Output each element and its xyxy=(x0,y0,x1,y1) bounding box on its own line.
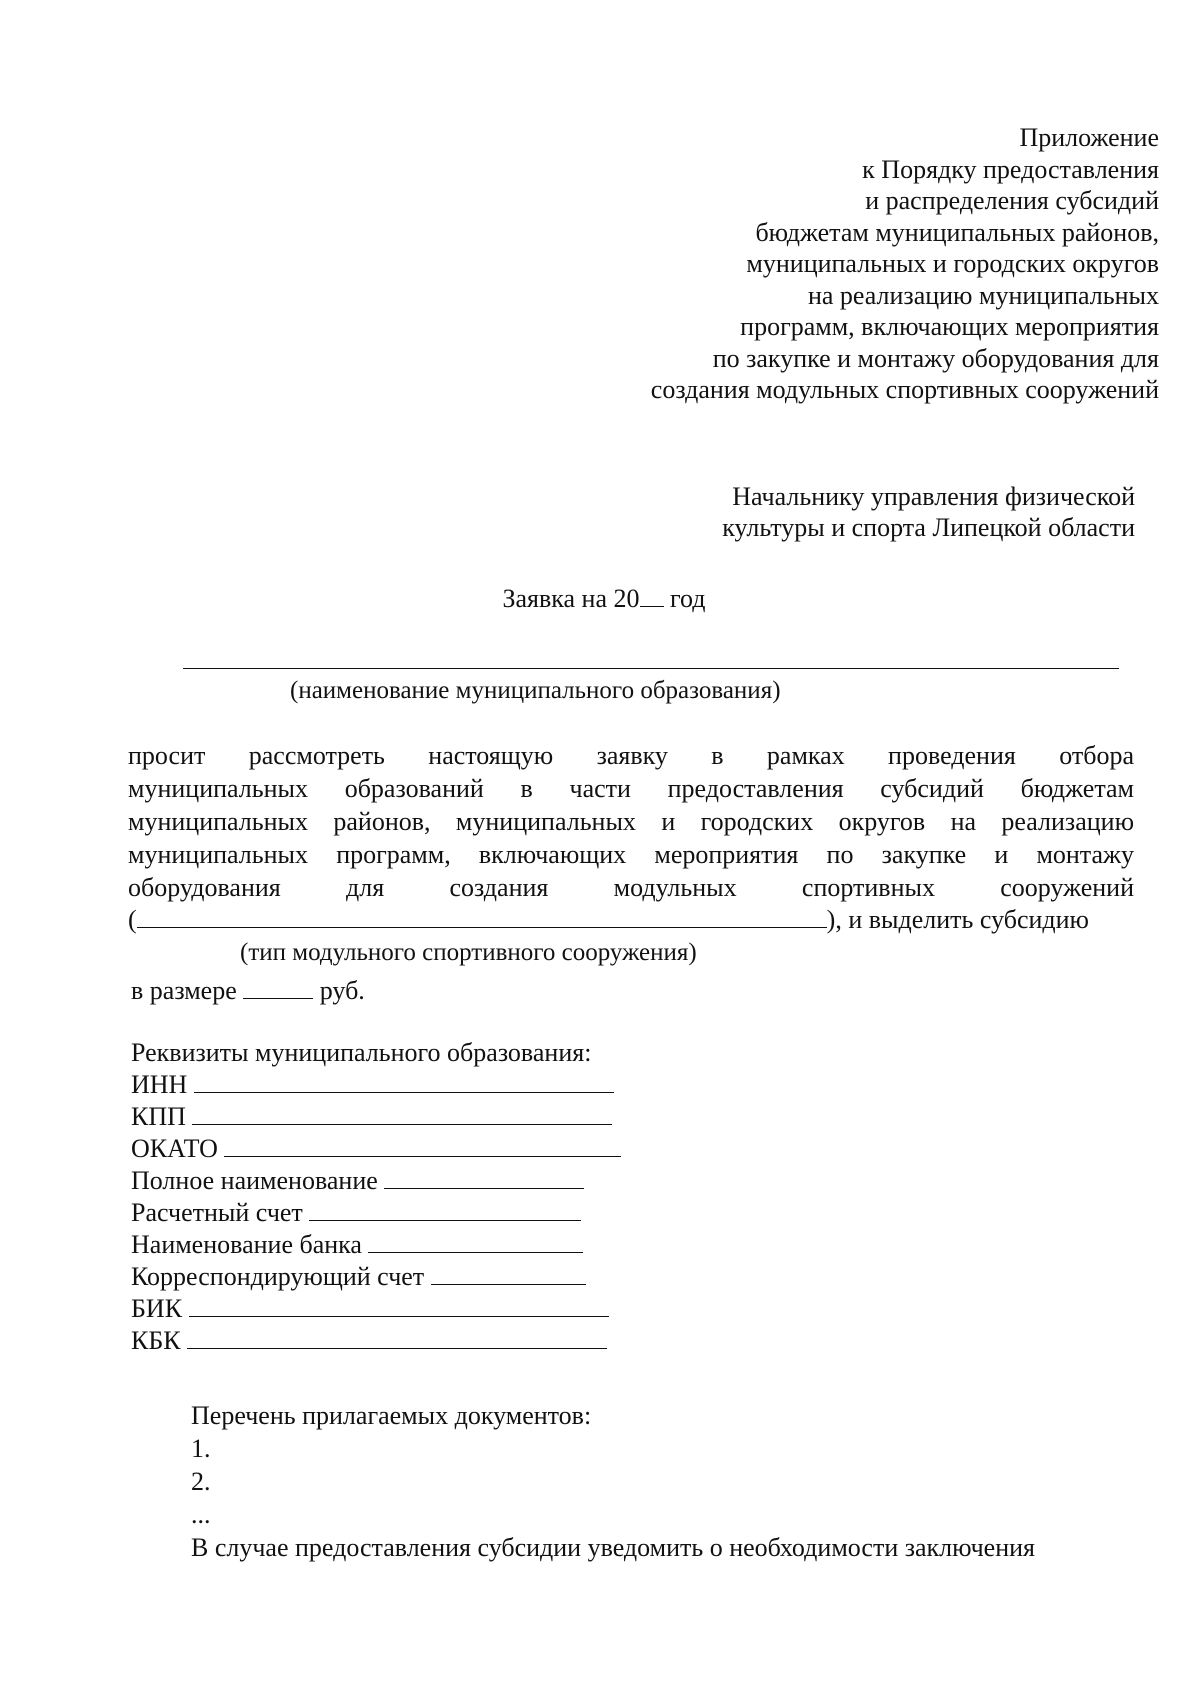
body-line: оборудования для создания модульных спортивных сооружений xyxy=(128,873,1134,902)
type-line xyxy=(128,904,1089,935)
body-line: просит рассмотреть настоящую заявку в рамках проведения отбора xyxy=(128,741,1134,770)
requisite-corr-account xyxy=(131,1261,621,1293)
amount-line xyxy=(131,975,365,1006)
body-line: муниципальных образований в части предоставления субсидий бюджетам xyxy=(128,774,1134,803)
corr-account-blank[interactable] xyxy=(431,1262,586,1285)
document-item: ... xyxy=(191,1500,211,1529)
requisite-kbk xyxy=(131,1325,621,1357)
document-title xyxy=(0,583,1200,614)
requisite-full-name xyxy=(131,1165,621,1197)
body-line: муниципальных районов, муниципальных и городских округов на реализацию xyxy=(128,807,1134,836)
subsidy-text: ), и выделить субсидию xyxy=(826,905,1089,934)
okato-blank[interactable] xyxy=(224,1134,621,1157)
document-item: 2. xyxy=(191,1467,211,1496)
requisite-label: ОКАТО xyxy=(131,1134,218,1163)
appendix-line: муниципальных и городских округов xyxy=(746,249,1159,278)
requisite-label: КПП xyxy=(131,1102,186,1131)
appendix-line: создания модульных спортивных сооружений xyxy=(650,375,1159,404)
appendix-header xyxy=(651,122,1159,406)
open-paren: ( xyxy=(128,905,137,934)
requisite-account xyxy=(131,1197,621,1229)
requisites-block xyxy=(131,1037,621,1357)
inn-blank[interactable] xyxy=(194,1070,614,1093)
requisite-label: Корреспондирующий счет xyxy=(131,1262,425,1291)
requisite-kpp xyxy=(131,1101,621,1133)
year-blank[interactable] xyxy=(640,584,664,607)
requisite-okato xyxy=(131,1133,621,1165)
requisite-inn xyxy=(131,1069,621,1101)
documents-heading: Перечень прилагаемых документов: xyxy=(191,1401,592,1430)
appendix-line: на реализацию муниципальных xyxy=(807,280,1159,310)
title-prefix: Заявка на 20 xyxy=(502,584,640,613)
closing-line: В случае предоставления субсидии уведомить о необходимости заключения xyxy=(191,1533,1035,1562)
addressee-block xyxy=(722,481,1135,543)
kbk-blank[interactable] xyxy=(187,1326,607,1349)
document-item: 1. xyxy=(191,1434,211,1463)
municipality-name-line[interactable] xyxy=(183,668,1119,669)
documents-block xyxy=(191,1399,1035,1564)
requisite-label: КБК xyxy=(131,1326,181,1355)
appendix-line: Приложение xyxy=(1019,123,1159,152)
amount-blank[interactable] xyxy=(243,976,313,999)
bank-blank[interactable] xyxy=(368,1230,583,1253)
requisite-label: Расчетный счет xyxy=(131,1198,303,1227)
account-blank[interactable] xyxy=(309,1198,581,1221)
title-suffix: год xyxy=(663,584,706,613)
appendix-line: к Порядку предоставления xyxy=(862,154,1159,184)
appendix-line: по закупке и монтажу оборудования для xyxy=(712,343,1159,373)
bik-blank[interactable] xyxy=(189,1294,609,1317)
amount-suffix: руб. xyxy=(313,976,365,1005)
requisite-bik xyxy=(131,1293,621,1325)
appendix-line: бюджетам муниципальных районов, xyxy=(755,217,1159,247)
body-line: муниципальных программ, включающих мероприятия по закупке и монтажу xyxy=(128,840,1134,869)
type-blank[interactable] xyxy=(137,905,827,928)
type-caption: (тип модульного спортивного сооружения) xyxy=(240,939,697,966)
requisites-heading: Реквизиты муниципального образования: xyxy=(131,1038,592,1067)
addressee-line: Начальнику управления физической xyxy=(732,482,1135,511)
municipality-caption: (наименование муниципального образования) xyxy=(290,677,781,704)
amount-prefix: в размере xyxy=(131,976,244,1005)
requisite-label: ИНН xyxy=(131,1070,188,1099)
kpp-blank[interactable] xyxy=(192,1102,612,1125)
appendix-line: программ, включающих мероприятия xyxy=(740,312,1159,341)
requisite-label: БИК xyxy=(131,1294,183,1323)
appendix-line: и распределения субсидий xyxy=(865,186,1159,215)
addressee-line: культуры и спорта Липецкой области xyxy=(722,513,1135,542)
requisite-label: Наименование банка xyxy=(131,1230,362,1259)
requisite-label: Полное наименование xyxy=(131,1166,378,1195)
full-name-blank[interactable] xyxy=(384,1166,584,1189)
requisite-bank xyxy=(131,1229,621,1261)
